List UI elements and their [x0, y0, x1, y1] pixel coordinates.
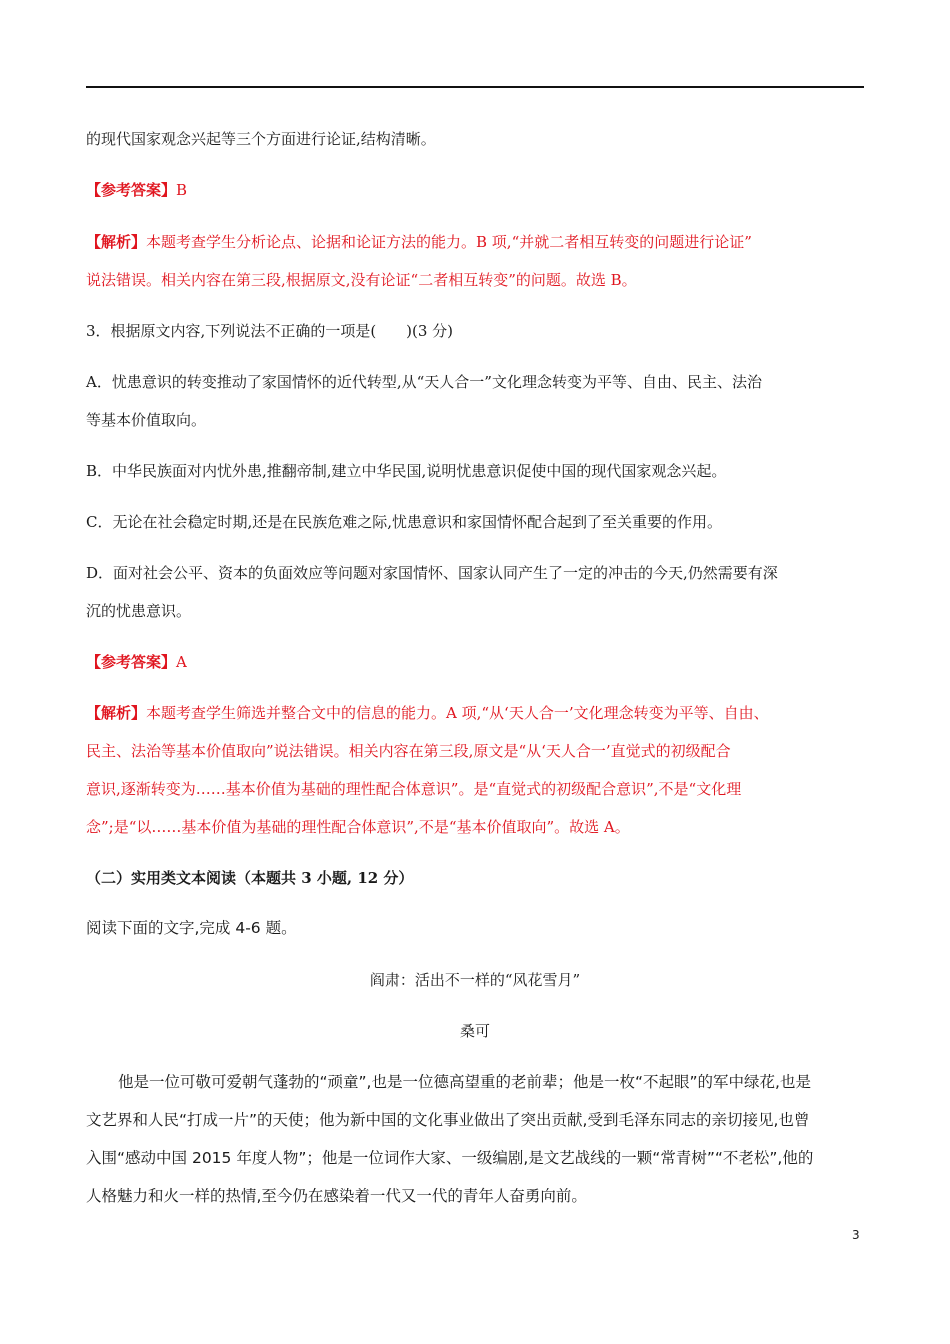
- header-rule: [86, 86, 864, 88]
- q3-stem: 3．根据原文内容,下列说法不正确的一项是( )(3 分): [86, 322, 454, 340]
- section-instruction: 阅读下面的文字,完成 4-6 题。: [86, 919, 297, 937]
- q3-option-a-line-2: 等基本价值取向。: [86, 411, 207, 429]
- answer-label: 【参考答案】: [86, 181, 177, 199]
- q2-analysis-line-2: 说法错误。相关内容在第三段,根据原文,没有论证“二者相互转变”的问题。故选 B。: [86, 271, 637, 289]
- q3-answer: [86, 652, 187, 672]
- section-heading: （二）实用类文本阅读（本题共 3 小题, 12 分）: [86, 869, 414, 887]
- article-title: 阎肃：活出不一样的“风花雪月”: [369, 971, 581, 989]
- q3-option-c: C．无论在社会稳定时期,还是在民族危难之际,忧患意识和家国情怀配合起到了至关重要的作用。: [86, 513, 723, 531]
- q3-analysis-line-2: 民主、法治等基本价值取向”说法错误。相关内容在第三段,原文是“从‘天人合一’直觉式的初级配合: [86, 742, 731, 760]
- answer-value: A: [176, 653, 187, 671]
- q3-option-a-line-1: A．忧患意识的转变推动了家国情怀的近代转型,从“天人合一”文化理念转变为平等、自由、民主、法治: [86, 373, 762, 391]
- page-number: 3: [852, 1228, 860, 1242]
- q3-analysis-line-4: 念”;是“以……基本价值为基础的理性配合体意识”,不是“基本价值取向”。故选 A。: [86, 818, 630, 836]
- q3-analysis-line-1: [86, 703, 769, 723]
- article-author: 桑可: [459, 1022, 490, 1040]
- analysis-text: 本题考查学生筛选并整合文中的信息的能力。A 项,“从‘天人合一’文化理念转变为平等、自由、: [146, 704, 769, 722]
- q3-option-b: B．中华民族面对内忧外患,推翻帝制,建立中华民国,说明忧患意识促使中国的现代国家观念兴起。: [86, 462, 727, 480]
- article-para-line-2: 文艺界和人民“打成一片”的天使；他为新中国的文化事业做出了突出贡献,受到毛泽东同志的亲切接见,也曾: [86, 1111, 810, 1129]
- q2-answer: [86, 180, 187, 200]
- continuation-text: 的现代国家观念兴起等三个方面进行论证,结构清晰。: [86, 130, 436, 148]
- analysis-label: 【解析】: [86, 704, 147, 722]
- article-para-line-3: 入围“感动中国 2015 年度人物”；他是一位词作大家、一级编剧,是文艺战线的一颗“常青树”“不老松”,他的: [86, 1149, 814, 1167]
- analysis-text: 本题考查学生分析论点、论据和论证方法的能力。B 项,“并就二者相互转变的问题进行论证”: [146, 233, 752, 251]
- q3-option-d-line-1: D．面对社会公平、资本的负面效应等问题对家国情怀、国家认同产生了一定的冲击的今天,仍然需要有深: [86, 564, 778, 582]
- article-para-line-1: 他是一位可敬可爱朝气蓬勃的“顽童”,也是一位德高望重的老前辈；他是一枚“不起眼”的军中绿花,也是: [118, 1073, 811, 1091]
- q3-option-d-line-2: 沉的忧患意识。: [86, 602, 192, 620]
- answer-value: B: [176, 181, 188, 199]
- q2-analysis-line-1: [86, 232, 752, 252]
- q3-analysis-line-3: 意识,逐渐转变为……基本价值为基础的理性配合体意识”。是“直觉式的初级配合意识”,不是“文化理: [86, 780, 742, 798]
- analysis-label: 【解析】: [86, 233, 147, 251]
- article-para-line-4: 人格魅力和火一样的热情,至今仍在感染着一代又一代的青年人奋勇向前。: [86, 1187, 587, 1205]
- answer-label: 【参考答案】: [86, 653, 177, 671]
